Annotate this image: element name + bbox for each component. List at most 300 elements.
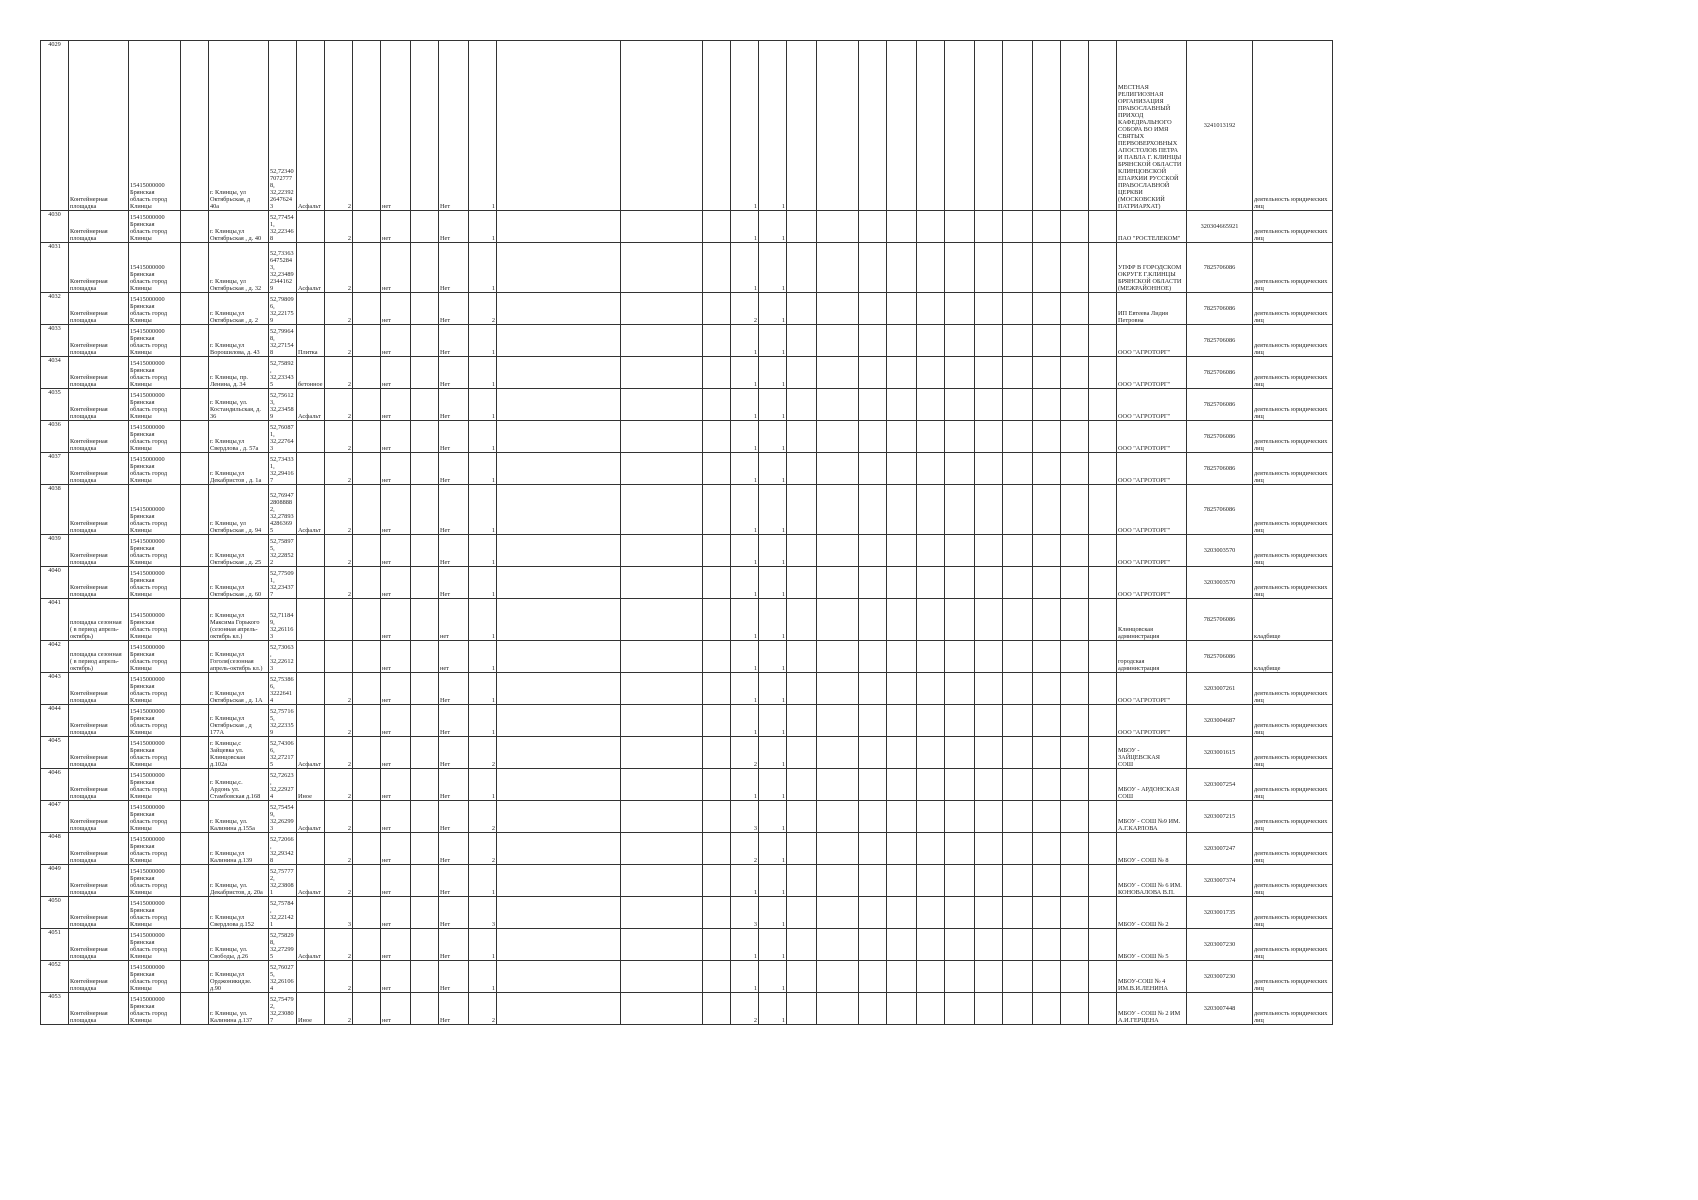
cell-c11: нет: [439, 641, 469, 673]
cell-c23: [945, 453, 975, 485]
cell-c12: 1: [469, 243, 497, 293]
cell-c20: [859, 673, 887, 705]
cell-c31: деятельность юридических лиц: [1253, 325, 1333, 357]
cell-c16: 1: [731, 673, 759, 705]
cell-c14: [621, 567, 703, 599]
cell-c22: [917, 453, 945, 485]
cell-c5: 52,79964 8, 32,27154 8: [269, 325, 297, 357]
cell-c16: 3: [731, 801, 759, 833]
cell-c1: Контейнерная площадка: [69, 737, 129, 769]
cell-c21: [887, 641, 917, 673]
cell-c16: 1: [731, 485, 759, 535]
cell-c2: 15415000000 Брянская область город Клинцы: [129, 453, 181, 485]
cell-c6: бетонное: [297, 357, 325, 389]
cell-c4: г. Клинцы,ул Ворошилова, д. 43: [209, 325, 269, 357]
cell-c10: [411, 325, 439, 357]
cell-c12: 2: [469, 833, 497, 865]
cell-c15: [703, 41, 731, 211]
cell-c22: [917, 897, 945, 929]
cell-c10: [411, 357, 439, 389]
cell-c26: [1033, 673, 1061, 705]
cell-c21: [887, 993, 917, 1025]
cell-c27: [1061, 897, 1089, 929]
cell-c18: [787, 929, 817, 961]
cell-c4: г. Клинцы, ул. Свободы, д.26: [209, 929, 269, 961]
cell-c6: Плитка: [297, 325, 325, 357]
cell-c7: 2: [325, 535, 353, 567]
cell-c30: 3203001615: [1187, 737, 1253, 769]
cell-c8: [353, 993, 381, 1025]
cell-c27: [1061, 599, 1089, 641]
cell-c5: 52,74306 6, 32,27217 5: [269, 737, 297, 769]
cell-c4: г. Клинцы,ул Калинина д.139: [209, 833, 269, 865]
cell-c31: деятельность юридических лиц: [1253, 293, 1333, 325]
cell-c7: 2: [325, 769, 353, 801]
cell-c29: Клинцовская администрация: [1117, 599, 1187, 641]
cell-c8: [353, 705, 381, 737]
cell-c19: [817, 599, 859, 641]
cell-c9: нет: [381, 41, 411, 211]
cell-c3: [181, 485, 209, 535]
cell-c15: [703, 243, 731, 293]
cell-c1: Контейнерная площадка: [69, 293, 129, 325]
cell-c23: [945, 599, 975, 641]
cell-c14: [621, 673, 703, 705]
cell-c6: [297, 567, 325, 599]
cell-c7: 2: [325, 705, 353, 737]
cell-c13: [497, 485, 621, 535]
cell-c14: [621, 961, 703, 993]
cell-c1: Контейнерная площадка: [69, 993, 129, 1025]
cell-c4: г. Клинцы,ул Гоголя(сезонная апрель-октябрь кл.): [209, 641, 269, 673]
cell-c28: [1089, 293, 1117, 325]
cell-c11: Нет: [439, 929, 469, 961]
cell-c20: [859, 737, 887, 769]
cell-c4: г. Клинцы,ул Максима Горького (сезонная апрель- октябрь кл.): [209, 599, 269, 641]
cell-c12: 1: [469, 769, 497, 801]
cell-c14: [621, 865, 703, 897]
cell-c21: [887, 769, 917, 801]
cell-c29: ПАО "РОСТЕЛЕКОМ": [1117, 211, 1187, 243]
cell-c22: [917, 293, 945, 325]
cell-c11: Нет: [439, 421, 469, 453]
cell-c18: [787, 737, 817, 769]
cell-c19: [817, 357, 859, 389]
cell-c26: [1033, 865, 1061, 897]
cell-c14: [621, 833, 703, 865]
cell-c11: Нет: [439, 485, 469, 535]
cell-c8: [353, 961, 381, 993]
cell-c27: [1061, 293, 1089, 325]
cell-c29: МБОУ-СОШ № 4 ИМ.В.И.ЛЕНИНА: [1117, 961, 1187, 993]
cell-c18: [787, 673, 817, 705]
cell-c20: [859, 929, 887, 961]
cell-c8: [353, 41, 381, 211]
cell-c11: нет: [439, 599, 469, 641]
cell-num: 4036: [41, 421, 69, 453]
cell-c2: 15415000000 Брянская область город Клинцы: [129, 211, 181, 243]
cell-c14: [621, 421, 703, 453]
cell-num: 4045: [41, 737, 69, 769]
cell-c6: Иное: [297, 769, 325, 801]
cell-c22: [917, 961, 945, 993]
cell-c9: нет: [381, 599, 411, 641]
cell-c2: 15415000000 Брянская область город Клинцы: [129, 599, 181, 641]
cell-c25: [1003, 485, 1033, 535]
cell-c13: [497, 325, 621, 357]
cell-c25: [1003, 641, 1033, 673]
cell-c11: Нет: [439, 865, 469, 897]
cell-c24: [975, 993, 1003, 1025]
table-row: [41, 243, 1333, 293]
cell-c18: [787, 389, 817, 421]
cell-c21: [887, 243, 917, 293]
cell-c11: Нет: [439, 243, 469, 293]
cell-c17: 1: [759, 211, 787, 243]
cell-c11: Нет: [439, 211, 469, 243]
cell-c19: [817, 567, 859, 599]
cell-c2: 15415000000 Брянская область город Клинцы: [129, 325, 181, 357]
cell-c5: 52,75892 , 32,23343 5: [269, 357, 297, 389]
cell-c21: [887, 833, 917, 865]
cell-c9: нет: [381, 325, 411, 357]
cell-c1: Контейнерная площадка: [69, 769, 129, 801]
cell-c23: [945, 897, 975, 929]
table-row: [41, 993, 1333, 1025]
cell-c3: [181, 929, 209, 961]
cell-c14: [621, 769, 703, 801]
cell-c5: 52,73363 6475284 3, 32,23489 2344162 9: [269, 243, 297, 293]
cell-c6: Асфальт: [297, 41, 325, 211]
cell-c7: 2: [325, 865, 353, 897]
cell-c13: [497, 865, 621, 897]
cell-c13: [497, 705, 621, 737]
cell-c27: [1061, 357, 1089, 389]
cell-c17: 1: [759, 865, 787, 897]
cell-c29: ООО "АГРОТОРГ": [1117, 389, 1187, 421]
cell-c13: [497, 243, 621, 293]
cell-c12: 2: [469, 801, 497, 833]
cell-num: 4048: [41, 833, 69, 865]
cell-c7: 2: [325, 421, 353, 453]
cell-c9: нет: [381, 737, 411, 769]
cell-c17: 1: [759, 769, 787, 801]
cell-num: 4044: [41, 705, 69, 737]
cell-c8: [353, 929, 381, 961]
cell-c23: [945, 929, 975, 961]
cell-c19: [817, 211, 859, 243]
cell-c22: [917, 737, 945, 769]
cell-c21: [887, 389, 917, 421]
cell-c5: 52,72066 , 32,29342 8: [269, 833, 297, 865]
cell-c25: [1003, 535, 1033, 567]
cell-c6: Иное: [297, 993, 325, 1025]
cell-c3: [181, 389, 209, 421]
cell-c13: [497, 897, 621, 929]
cell-c31: деятельность юридических лиц: [1253, 769, 1333, 801]
cell-c2: 15415000000 Брянская область город Клинцы: [129, 673, 181, 705]
cell-c2: 15415000000 Брянская область город Клинцы: [129, 41, 181, 211]
cell-c25: [1003, 929, 1033, 961]
cell-c5: 52,79809 6, 32,22175 9: [269, 293, 297, 325]
cell-c5: 52,75829 8, 32,27299 5: [269, 929, 297, 961]
cell-c27: [1061, 325, 1089, 357]
cell-c27: [1061, 421, 1089, 453]
cell-c12: 1: [469, 705, 497, 737]
cell-c20: [859, 485, 887, 535]
cell-c22: [917, 243, 945, 293]
cell-c22: [917, 993, 945, 1025]
cell-c3: [181, 357, 209, 389]
cell-c14: [621, 293, 703, 325]
cell-c24: [975, 897, 1003, 929]
cell-c28: [1089, 705, 1117, 737]
cell-c29: МБОУ - СОШ № 2 ИМ А.И.ГЕРЦЕНА: [1117, 993, 1187, 1025]
cell-c25: [1003, 567, 1033, 599]
cell-c11: Нет: [439, 833, 469, 865]
cell-c9: нет: [381, 865, 411, 897]
cell-c21: [887, 961, 917, 993]
cell-c28: [1089, 535, 1117, 567]
cell-c22: [917, 535, 945, 567]
cell-c8: [353, 453, 381, 485]
cell-c25: [1003, 769, 1033, 801]
cell-num: 4053: [41, 993, 69, 1025]
cell-c12: 1: [469, 325, 497, 357]
cell-c13: [497, 535, 621, 567]
cell-c31: деятельность юридических лиц: [1253, 535, 1333, 567]
cell-c6: Асфальт: [297, 737, 325, 769]
cell-c29: ИП Евтеева Лидия Петровна: [1117, 293, 1187, 325]
cell-c18: [787, 993, 817, 1025]
cell-c24: [975, 357, 1003, 389]
cell-c5: 52,75612 3, 32,23458 9: [269, 389, 297, 421]
cell-c25: [1003, 357, 1033, 389]
cell-c9: нет: [381, 535, 411, 567]
cell-num: 4052: [41, 961, 69, 993]
cell-c9: нет: [381, 833, 411, 865]
cell-c1: Контейнерная площадка: [69, 535, 129, 567]
cell-c26: [1033, 567, 1061, 599]
cell-c27: [1061, 211, 1089, 243]
cell-c20: [859, 705, 887, 737]
cell-c4: г. Клинцы,ул Октябрьская , д. 2: [209, 293, 269, 325]
cell-c25: [1003, 243, 1033, 293]
cell-c28: [1089, 641, 1117, 673]
cell-c30: 7825706086: [1187, 357, 1253, 389]
cell-c5: 52,75784 , 32,22142 1: [269, 897, 297, 929]
cell-c9: нет: [381, 293, 411, 325]
cell-c14: [621, 485, 703, 535]
cell-c1: Контейнерная площадка: [69, 865, 129, 897]
cell-c14: [621, 705, 703, 737]
cell-c1: Контейнерная площадка: [69, 833, 129, 865]
table-row: [41, 325, 1333, 357]
cell-c2: 15415000000 Брянская область город Клинцы: [129, 961, 181, 993]
cell-c26: [1033, 929, 1061, 961]
cell-c30: 3203007230: [1187, 961, 1253, 993]
cell-c20: [859, 599, 887, 641]
cell-c15: [703, 673, 731, 705]
cell-c10: [411, 737, 439, 769]
cell-c3: [181, 673, 209, 705]
cell-c12: 1: [469, 641, 497, 673]
cell-c2: 15415000000 Брянская область город Клинцы: [129, 929, 181, 961]
cell-c14: [621, 897, 703, 929]
cell-c21: [887, 897, 917, 929]
cell-c6: Асфальт: [297, 485, 325, 535]
cell-c26: [1033, 325, 1061, 357]
cell-c28: [1089, 485, 1117, 535]
cell-c28: [1089, 421, 1117, 453]
cell-c11: Нет: [439, 357, 469, 389]
cell-c30: 3203007374: [1187, 865, 1253, 897]
cell-c18: [787, 357, 817, 389]
table-row: [41, 421, 1333, 453]
cell-c28: [1089, 993, 1117, 1025]
cell-c28: [1089, 41, 1117, 211]
cell-c2: 15415000000 Брянская область город Клинцы: [129, 641, 181, 673]
cell-c11: Нет: [439, 567, 469, 599]
cell-c24: [975, 211, 1003, 243]
cell-c11: Нет: [439, 453, 469, 485]
cell-c10: [411, 961, 439, 993]
cell-c31: деятельность юридических лиц: [1253, 705, 1333, 737]
cell-c31: деятельность юридических лиц: [1253, 485, 1333, 535]
cell-c10: [411, 705, 439, 737]
cell-c5: 52,77454 1, 32,22346 8: [269, 211, 297, 243]
cell-c11: Нет: [439, 673, 469, 705]
cell-c29: ООО "АГРОТОРГ": [1117, 705, 1187, 737]
cell-c19: [817, 737, 859, 769]
cell-c15: [703, 389, 731, 421]
cell-c27: [1061, 567, 1089, 599]
cell-c17: 1: [759, 485, 787, 535]
table-row: [41, 535, 1333, 567]
cell-c15: [703, 993, 731, 1025]
table-row: [41, 357, 1333, 389]
cell-c22: [917, 421, 945, 453]
cell-c29: ООО "АГРОТОРГ": [1117, 325, 1187, 357]
cell-c21: [887, 453, 917, 485]
cell-c10: [411, 293, 439, 325]
cell-c16: 2: [731, 993, 759, 1025]
cell-c10: [411, 453, 439, 485]
cell-c25: [1003, 737, 1033, 769]
cell-c14: [621, 993, 703, 1025]
cell-c15: [703, 567, 731, 599]
cell-c21: [887, 535, 917, 567]
cell-c26: [1033, 993, 1061, 1025]
cell-c25: [1003, 211, 1033, 243]
cell-c18: [787, 453, 817, 485]
cell-c11: Нет: [439, 389, 469, 421]
cell-c10: [411, 211, 439, 243]
cell-c23: [945, 705, 975, 737]
cell-c17: 1: [759, 599, 787, 641]
cell-c18: [787, 567, 817, 599]
cell-c16: 1: [731, 211, 759, 243]
cell-c24: [975, 389, 1003, 421]
cell-c31: кладбище: [1253, 599, 1333, 641]
cell-c16: 2: [731, 293, 759, 325]
cell-c4: г. Клинцы,ул Октябрьская , д. 1А: [209, 673, 269, 705]
cell-c5: 52,75897 5, 32,22852 2: [269, 535, 297, 567]
cell-c6: Асфальт: [297, 801, 325, 833]
cell-c14: [621, 929, 703, 961]
cell-c12: 1: [469, 535, 497, 567]
cell-c9: нет: [381, 993, 411, 1025]
cell-c7: 2: [325, 737, 353, 769]
cell-c12: 1: [469, 673, 497, 705]
cell-c21: [887, 737, 917, 769]
cell-c22: [917, 389, 945, 421]
cell-c2: 15415000000 Брянская область город Клинцы: [129, 705, 181, 737]
cell-c27: [1061, 389, 1089, 421]
cell-c22: [917, 673, 945, 705]
cell-c19: [817, 535, 859, 567]
cell-c24: [975, 929, 1003, 961]
cell-c1: Контейнерная площадка: [69, 485, 129, 535]
table-row: [41, 641, 1333, 673]
cell-c3: [181, 421, 209, 453]
cell-num: 4042: [41, 641, 69, 673]
cell-c7: 2: [325, 673, 353, 705]
cell-c8: [353, 535, 381, 567]
cell-c30: 3203007254: [1187, 769, 1253, 801]
cell-c7: 2: [325, 293, 353, 325]
cell-c26: [1033, 243, 1061, 293]
cell-c19: [817, 421, 859, 453]
cell-num: 4043: [41, 673, 69, 705]
cell-c6: [297, 961, 325, 993]
cell-c18: [787, 421, 817, 453]
cell-c9: нет: [381, 641, 411, 673]
cell-c11: Нет: [439, 993, 469, 1025]
cell-c20: [859, 421, 887, 453]
cell-c25: [1003, 293, 1033, 325]
cell-c24: [975, 737, 1003, 769]
cell-c16: 1: [731, 705, 759, 737]
cell-c20: [859, 769, 887, 801]
cell-c9: нет: [381, 211, 411, 243]
cell-c19: [817, 897, 859, 929]
cell-c18: [787, 211, 817, 243]
cell-c4: г. Клинцы,ул Октябрьская , д. 40: [209, 211, 269, 243]
cell-c1: Контейнерная площадка: [69, 673, 129, 705]
cell-c8: [353, 293, 381, 325]
cell-c14: [621, 535, 703, 567]
cell-c8: [353, 673, 381, 705]
cell-c16: 1: [731, 421, 759, 453]
cell-c8: [353, 567, 381, 599]
cell-c18: [787, 293, 817, 325]
cell-c27: [1061, 673, 1089, 705]
cell-c31: деятельность юридических лиц: [1253, 897, 1333, 929]
cell-c13: [497, 599, 621, 641]
cell-c24: [975, 293, 1003, 325]
cell-c23: [945, 769, 975, 801]
cell-c8: [353, 801, 381, 833]
cell-c11: Нет: [439, 41, 469, 211]
cell-c19: [817, 641, 859, 673]
cell-c1: Контейнерная площадка: [69, 961, 129, 993]
cell-c9: нет: [381, 673, 411, 705]
cell-c30: 7825706086: [1187, 641, 1253, 673]
cell-c4: г. Клинцы,ул Свердлова , д. 57а: [209, 421, 269, 453]
cell-c15: [703, 357, 731, 389]
cell-c12: 1: [469, 599, 497, 641]
